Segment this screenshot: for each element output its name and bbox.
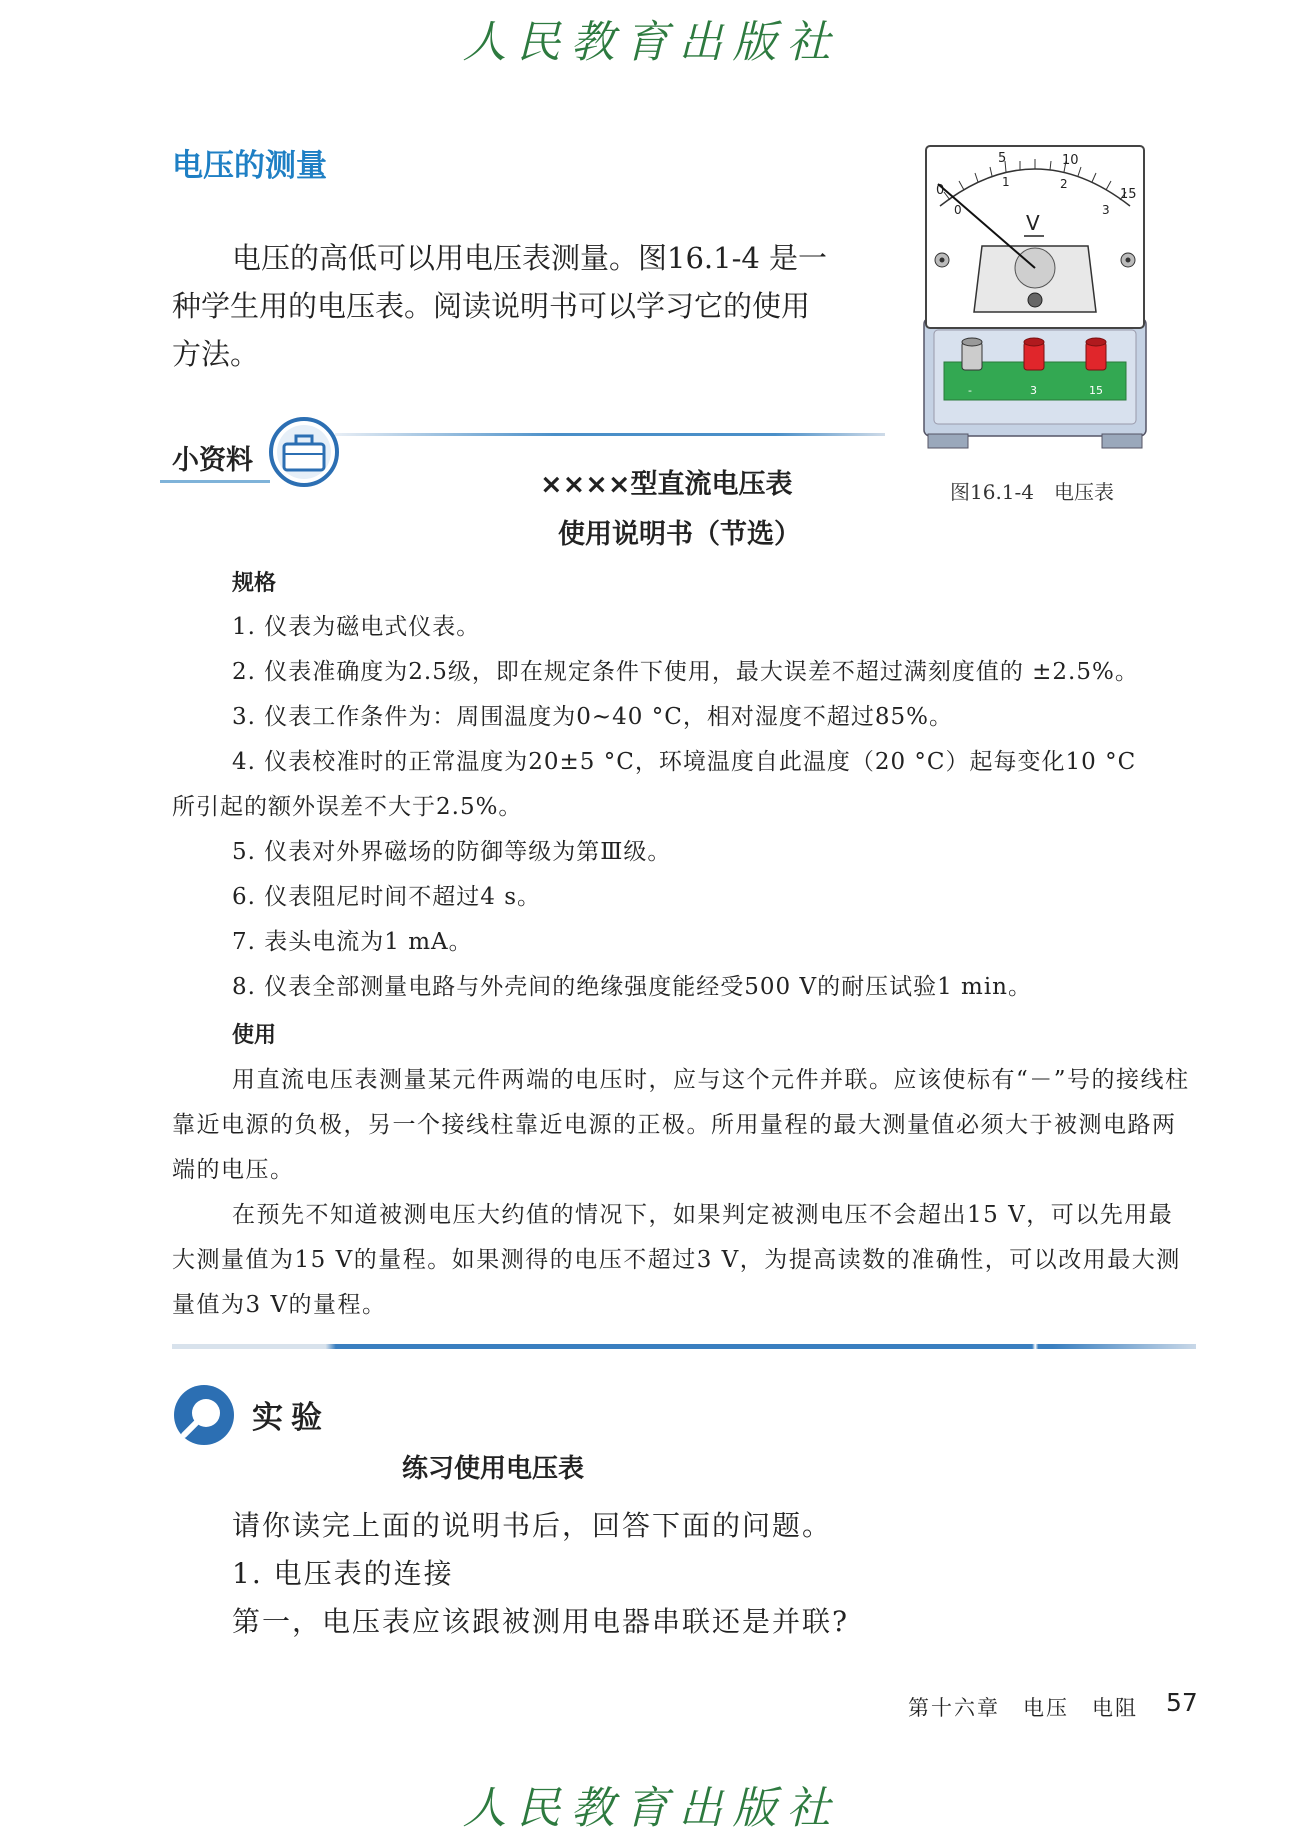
spec-item-1: 1. 仪表为磁电式仪表。 bbox=[232, 614, 481, 640]
usage-heading: 使用 bbox=[232, 1023, 277, 1048]
usage-paragraph-2: 在预先不知道被测电压大约值的情况下，如果判定被测电压不会超出15 V，可以先用最大测量值为15 V的量程。如果测得的电压不超过3 V，为提高读数的准确性，可以改用最大测量值为3 V的量程。 bbox=[172, 1202, 1181, 1318]
scale-lower-1: 1 bbox=[1002, 175, 1010, 189]
magnifier-icon bbox=[172, 1383, 236, 1447]
intro-line-2: 种学生用的电压表。阅读说明书可以学习它的使用 bbox=[172, 289, 811, 323]
scale-upper-0: 0 bbox=[936, 183, 945, 198]
spec-item-3: 3. 仪表工作条件为：周围温度为0~40 °C，相对湿度不超过85%。 bbox=[232, 704, 953, 730]
scale-lower-2: 2 bbox=[1060, 177, 1068, 191]
experiment-label: 实验 bbox=[252, 1400, 330, 1436]
spec-item-5: 5. 仪表对外界磁场的防御等级为第Ⅲ级。 bbox=[232, 839, 672, 865]
voltmeter-figure bbox=[920, 142, 1150, 454]
spec-item-2: 2. 仪表准确度为2.5级，即在规定条件下使用，最大误差不超过满刻度值的 ±2.5%。 bbox=[232, 659, 1139, 685]
spec-item-8: 8. 仪表全部测量电路与外壳间的绝缘强度能经受500 V的耐压试验1 min。 bbox=[232, 974, 1032, 1000]
usage-paragraph-1: 用直流电压表测量某元件两端的电压时，应与这个元件并联。应该使标有“－”号的接线柱靠近电源的负极，另一个接线柱靠近电源的正极。所用量程的最大测量值必须大于被测电路两端的电压。 bbox=[172, 1067, 1190, 1183]
terminal-label-3: 3 bbox=[1030, 384, 1037, 397]
terminal-label-minus: - bbox=[968, 384, 972, 397]
manual-title: ××××型直流电压表 bbox=[540, 469, 793, 500]
briefcase-icon bbox=[268, 416, 340, 488]
meter-symbol: V bbox=[1026, 211, 1040, 235]
section-title: 电压的测量 bbox=[172, 148, 327, 184]
info-box-underline bbox=[160, 480, 270, 483]
experiment-line-3: 第一，电压表应该跟被测用电器串联还是并联? bbox=[232, 1605, 850, 1638]
experiment-title: 练习使用电压表 bbox=[402, 1454, 585, 1484]
scale-upper-10: 10 bbox=[1062, 153, 1079, 168]
spec-item-4-cont: 所引起的额外误差不大于2.5%。 bbox=[172, 794, 523, 820]
info-box-bottom-line bbox=[172, 1344, 1196, 1349]
scale-upper-15: 15 bbox=[1120, 187, 1137, 202]
intro-line-1: 电压的高低可以用电压表测量。图16.1-4 是一 bbox=[232, 241, 828, 275]
figure-caption: 图16.1-4 电压表 bbox=[950, 480, 1115, 504]
info-box-top-line bbox=[335, 433, 885, 436]
scale-upper-5: 5 bbox=[998, 151, 1007, 166]
spec-heading: 规格 bbox=[232, 571, 277, 596]
intro-line-3: 方法。 bbox=[172, 337, 260, 371]
experiment-line-1: 请你读完上面的说明书后，回答下面的问题。 bbox=[232, 1509, 833, 1542]
scale-lower-3: 3 bbox=[1102, 203, 1110, 217]
scale-lower-0: 0 bbox=[954, 203, 962, 217]
spec-item-4: 4. 仪表校准时的正常温度为20±5 °C，环境温度自此温度（20 °C）起每变化10 °C bbox=[232, 749, 1137, 775]
manual-subtitle: 使用说明书（节选） bbox=[558, 519, 801, 550]
footer-chapter: 第十六章 电压 电阻 bbox=[908, 1696, 1138, 1720]
info-box-label: 小资料 bbox=[172, 445, 253, 476]
terminal-label-15: 15 bbox=[1089, 384, 1103, 397]
spec-item-6: 6. 仪表阻尼时间不超过4 s。 bbox=[232, 884, 542, 910]
experiment-line-2: 1. 电压表的连接 bbox=[232, 1557, 454, 1590]
publisher-header: 人民教育出版社 bbox=[462, 17, 841, 68]
page-number: 57 bbox=[1166, 1688, 1198, 1717]
spec-item-7: 7. 表头电流为1 mA。 bbox=[232, 929, 473, 955]
publisher-footer: 人民教育出版社 bbox=[462, 1783, 841, 1834]
